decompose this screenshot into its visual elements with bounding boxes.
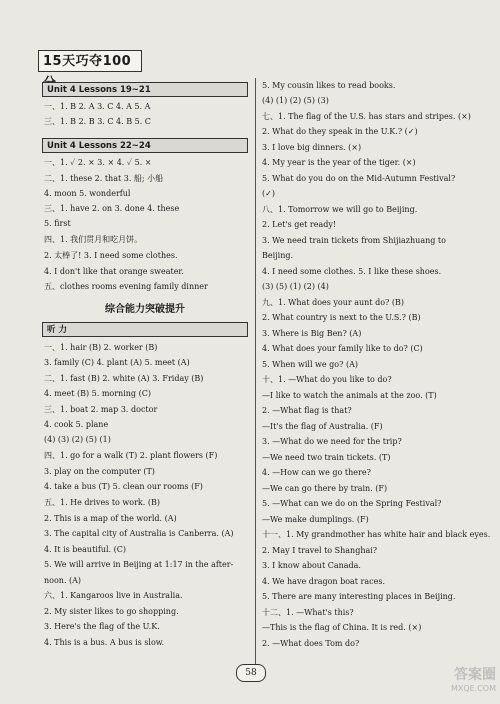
answer-line: —We can go there by train. (F) <box>262 484 388 493</box>
answer-line: 3. Here's the flag of the U.K. <box>44 622 160 631</box>
answer-line: 3. I know about Canada. <box>262 561 361 570</box>
answer-line: 4. What does your family like to do? (C) <box>262 344 423 353</box>
answer-line: 三、1. B 2. B 3. C 4. B 5. C <box>44 117 151 126</box>
book-title: 15天巧夺100 <box>38 50 142 72</box>
answer-line: 2. —What does Tom do? <box>262 639 360 648</box>
answer-line: 十一、1. My grandmother has white hair and black eyes. <box>262 530 491 539</box>
answer-line: 一、1. B 2. A 3. C 4. A 5. A <box>44 102 151 111</box>
answer-line: 三、1. boat 2. map 3. doctor <box>44 405 158 414</box>
answer-line: —We need two train tickets. (T) <box>262 453 391 462</box>
answer-line: 五、clothes rooms evening family dinner <box>44 282 208 291</box>
answer-line: (4) (3) (2) (5) (1) <box>44 435 111 444</box>
answer-line: 2. What country is next to the U.S.? (B) <box>262 313 421 322</box>
answer-line: —This is the flag of China. It is red. (×) <box>262 623 422 632</box>
answer-line: 4. This is a bus. A bus is slow. <box>44 638 165 647</box>
answer-line: 三、1. have 2. on 3. done 4. these <box>44 204 180 213</box>
answer-line: 5. There are many interesting places in Beijing. <box>262 592 456 601</box>
answer-line: 2. —What flag is that? <box>262 406 352 415</box>
section-header-listening: 听 力 <box>42 322 248 337</box>
watermark-logo: 答案圈 <box>454 667 496 683</box>
section-header-unit4-19-21: Unit 4 Lessons 19~21 <box>42 82 248 97</box>
answer-line: 2. Let's get ready! <box>262 220 337 229</box>
answer-line: 九、1. What does your aunt do? (B) <box>262 298 404 307</box>
answer-line: 五、1. He drives to work. (B) <box>44 498 160 507</box>
answer-line: (3) (5) (1) (2) (4) <box>262 282 329 291</box>
watermark <box>444 666 496 700</box>
answer-line: 一、1. hair (B) 2. worker (B) <box>44 343 158 352</box>
answer-line: 4. —How can we go there? <box>262 468 371 477</box>
answer-line: Beijing. <box>262 251 294 260</box>
answer-line: 十二、1. —What's this? <box>262 608 354 617</box>
answer-line: 十、1. —What do you like to do? <box>262 375 392 384</box>
answer-line: 四、1. 我们贯月和吃月饼。 <box>44 235 143 244</box>
answer-line: 5. We will arrive in Beijing at 1:17 in the after- <box>44 560 234 569</box>
watermark-url: MXQE.COM <box>450 684 496 693</box>
answer-line: noon. (A) <box>44 576 82 585</box>
answer-line: 5. What do you do on the Mid-Autumn Festival? <box>262 174 456 183</box>
answer-line: 3. The capital city of Australia is Canberra. (A) <box>44 529 234 538</box>
answer-line: 二、1. these 2. that 3. 船; 小船 <box>44 174 164 183</box>
answer-line: (✓) <box>262 189 275 198</box>
answer-line: 5. —What can we do on the Spring Festival? <box>262 499 442 508</box>
answer-line: 六、1. Kangaroos live in Australia. <box>44 591 183 600</box>
answer-line: 2. May I travel to Shanghai? <box>262 546 378 555</box>
answer-line: —It's the flag of Australia. (F) <box>262 422 383 431</box>
answer-line: 4. cook 5. plane <box>44 420 109 429</box>
answer-line: 二、1. fast (B) 2. white (A) 3. Friday (B) <box>44 374 204 383</box>
answer-line: 3. Where is Big Ben? (A) <box>262 329 362 338</box>
page-number: 58 <box>236 664 266 682</box>
answer-line: 3. I love big dinners. (×) <box>262 143 362 152</box>
answer-line: 5. When will we go? (A) <box>262 360 358 369</box>
answer-line: 5. My cousin likes to read books. <box>262 81 396 90</box>
column-divider <box>255 78 256 668</box>
answer-line: (4) (1) (2) (5) (3) <box>262 96 329 105</box>
answer-line: 八、1. Tomorrow we will go to Beijing. <box>262 205 418 214</box>
answer-line: —We make dumplings. (F) <box>262 515 369 524</box>
answer-line: 2. 太棒了! 3. I need some clothes. <box>44 251 178 260</box>
answer-line: —I like to watch the animals at the zoo. (T) <box>262 391 437 400</box>
answer-line: 2. My sister likes to go shopping. <box>44 607 179 616</box>
answer-line: 2. What do they speak in the U.K.? (✓) <box>262 127 418 136</box>
answer-line: 4. We have dragon boat races. <box>262 577 386 586</box>
section-title-comprehensive: 综合能力突破提升 <box>105 304 185 315</box>
answer-line: 一、1. ✓ 2. × 3. × 4. ✓ 5. × <box>44 158 152 167</box>
section-header-unit4-22-24: Unit 4 Lessons 22~24 <box>42 138 248 153</box>
answer-line: 4. My year is the year of the tiger. (×) <box>262 158 416 167</box>
answer-line: 4. moon 5. wonderful <box>44 189 131 198</box>
answer-line: 3. family (C) 4. plant (A) 5. meet (A) <box>44 358 190 367</box>
answer-line: 5. first <box>44 219 71 228</box>
answer-line: 七、1. The flag of the U.S. has stars and stripes. (×) <box>262 112 471 121</box>
answer-line: 4. I don't like that orange sweater. <box>44 267 184 276</box>
answer-line: 4. meet (B) 5. morning (C) <box>44 389 151 398</box>
answer-line: 3. play on the computer (T) <box>44 467 155 476</box>
answer-line: 4. I need some clothes. 5. I like these shoes. <box>262 267 442 276</box>
answer-line: 四、1. go for a walk (T) 2. plant flowers (F) <box>44 451 218 460</box>
answer-line: 3. —What do we need for the trip? <box>262 437 402 446</box>
answer-line: 4. It is beautiful. (C) <box>44 545 126 554</box>
answer-line: 4. take a bus (T) 5. clean our rooms (F) <box>44 482 203 491</box>
answer-line: 3. We need train tickets from Shijiazhuang to <box>262 236 446 245</box>
answer-line: 2. This is a map of the world. (A) <box>44 514 177 523</box>
